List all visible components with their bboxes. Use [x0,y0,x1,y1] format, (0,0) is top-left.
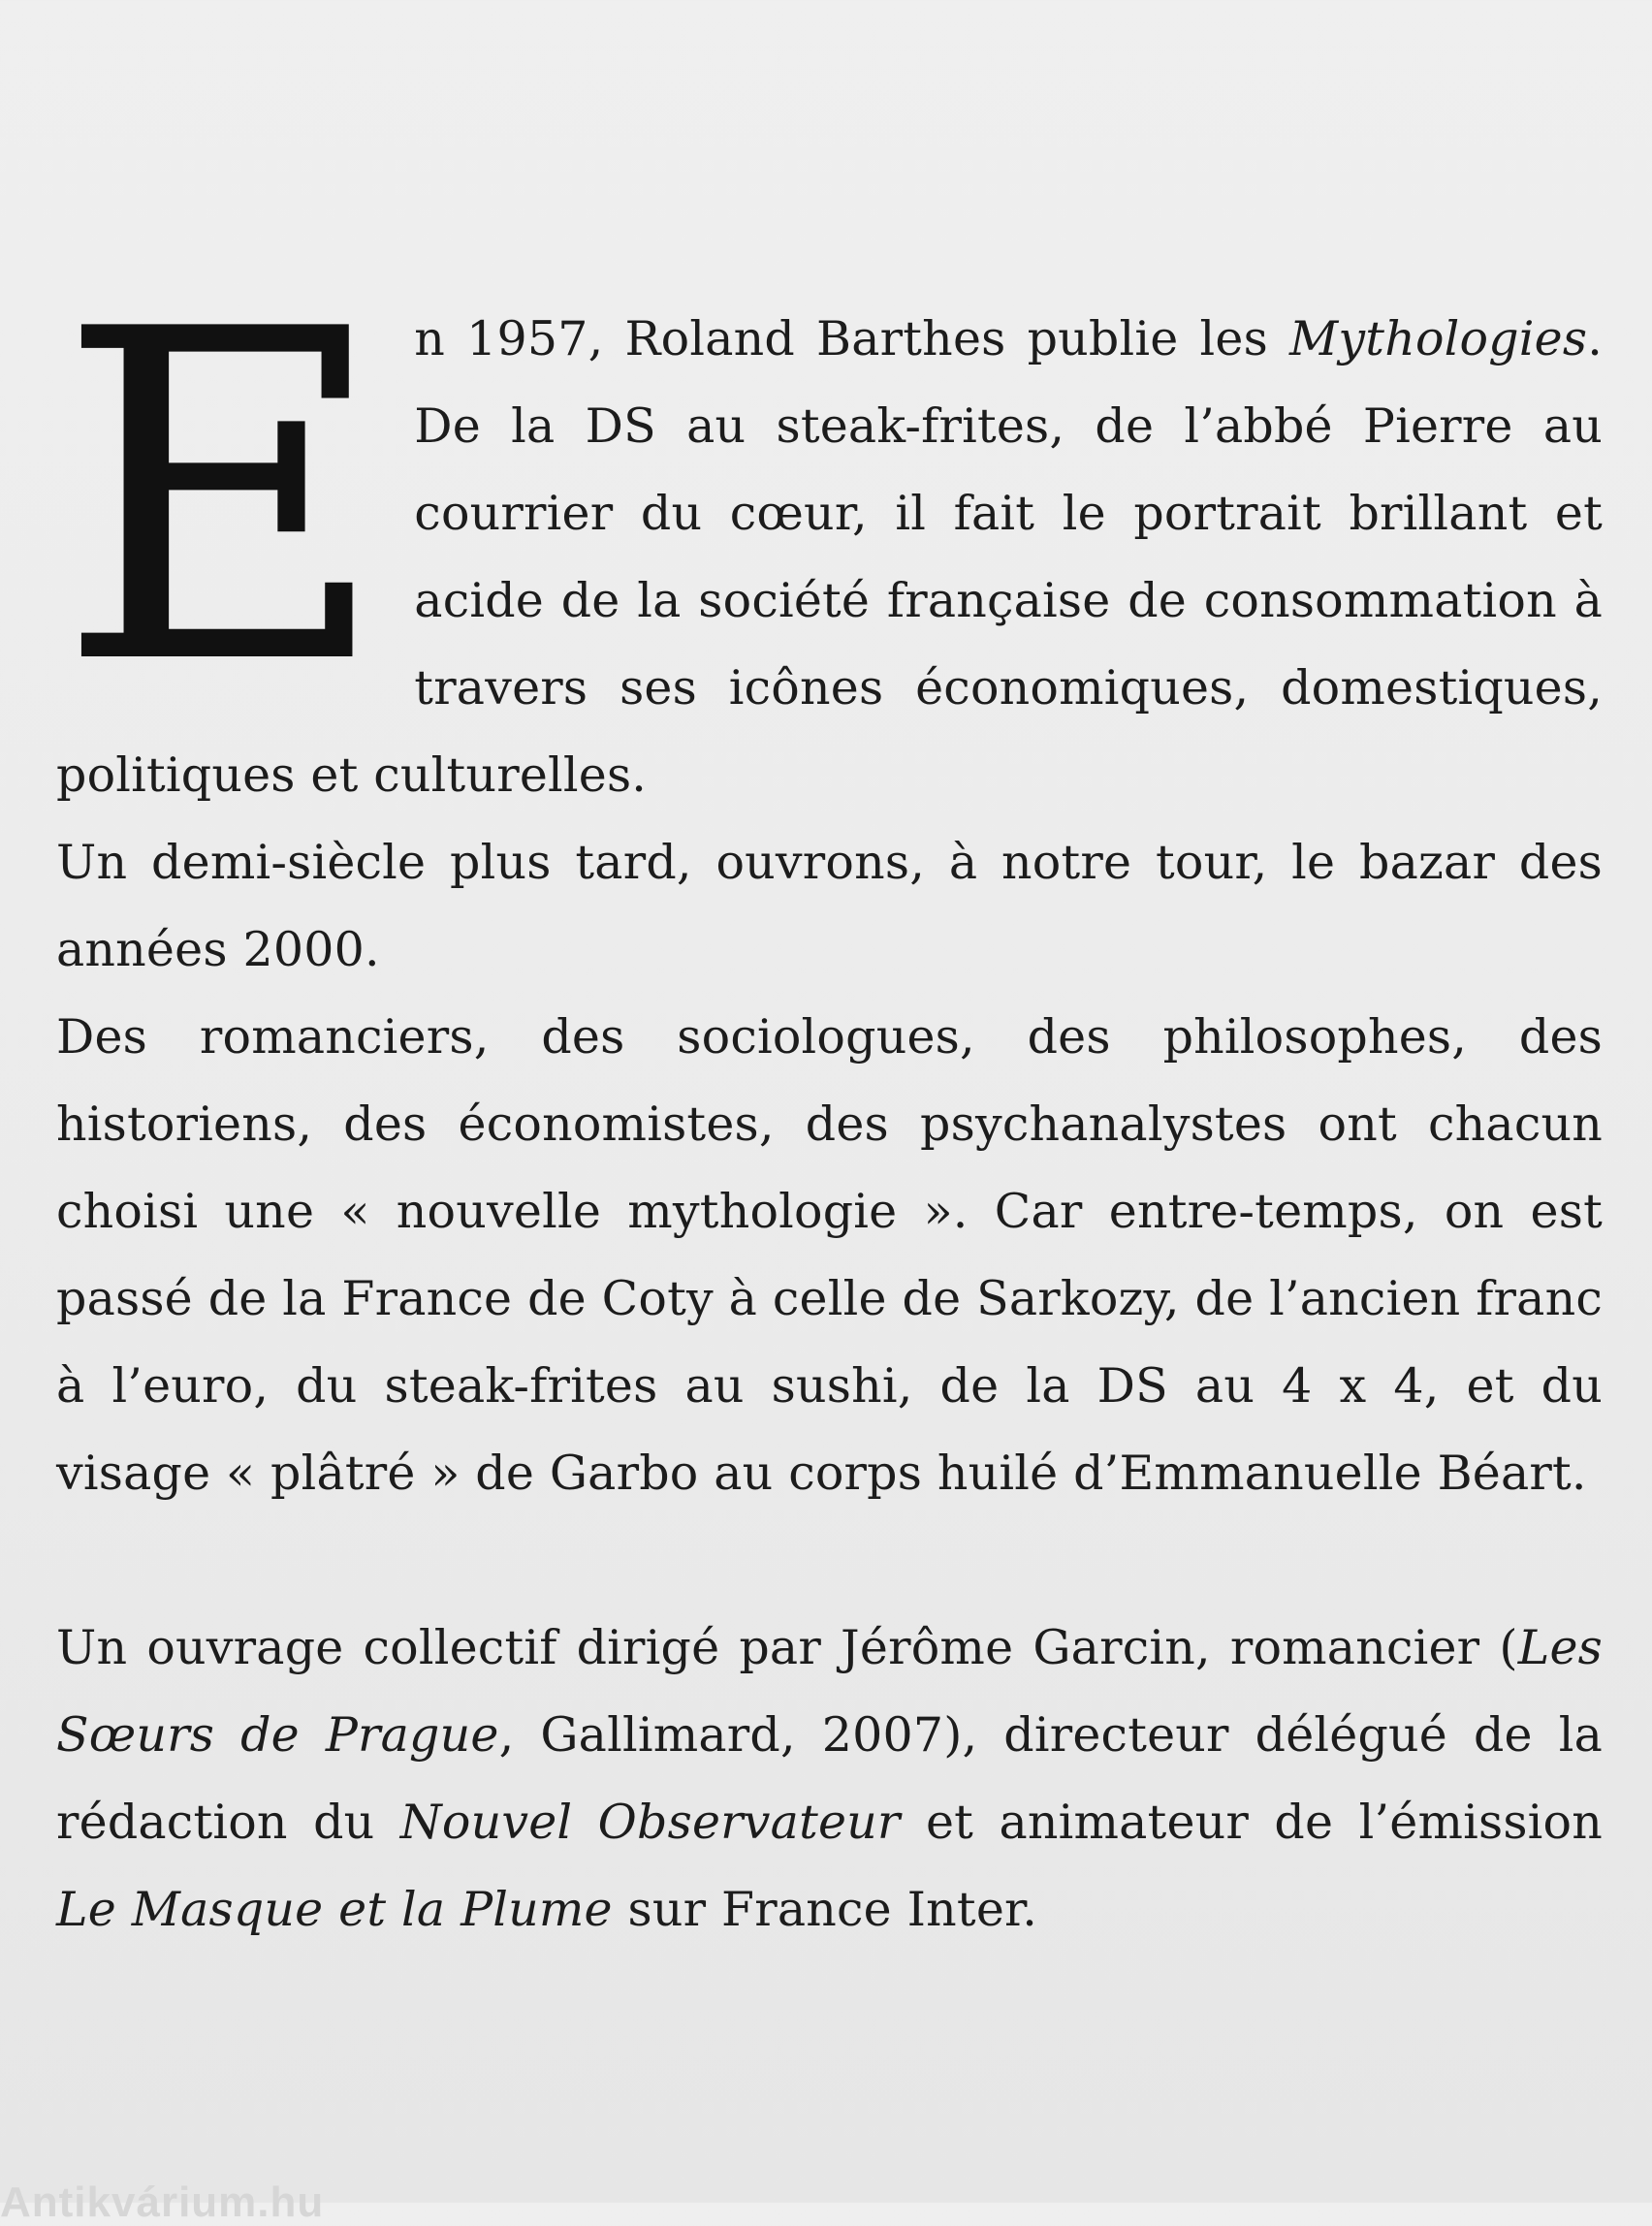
drop-cap: E [56,234,390,764]
watermark: Antikvárium.hu [0,2178,325,2226]
title-mythologies: Mythologies [1289,311,1588,366]
paragraph-spacer [56,1517,1603,1605]
title-nouvel-observateur: Nouvel Observateur [399,1795,901,1850]
credit-text: Un ouvrage collectif dirigé par Jérôme Garcin, romancier ( [56,1620,1518,1675]
intro-paragraph [56,234,1603,819]
second-paragraph: Un demi-siècle plus tard, ouvrons, à notre tour, le bazar des années 2000. [56,835,1603,977]
back-cover-text [56,234,1604,1954]
intro-text: n 1957, Roland Barthes publie les [414,311,1290,366]
credit-text-2: , Gallimard, 2007), directeur délégué de la rédaction du [56,1707,1603,1850]
blurb [56,234,1604,1954]
credit-paragraph [56,1605,1603,1954]
title-masque-et-plume: Le Masque et la Plume [56,1882,613,1937]
intro-text-continued: . De la DS au steak-frites, de l’abbé Pierre au courrier du cœur, il fait le portrait brillant et acide de la société française de consommation à travers ses icônes économiques, domestiques, politiques et culturelles. [56,311,1603,803]
credit-text-4: sur France Inter. [612,1882,1038,1937]
title-soeurs-de-prague: Les Sœurs de Prague [56,1620,1603,1763]
credit-text-3: et animateur de l’émission [900,1795,1604,1850]
third-paragraph: Des romanciers, des sociologues, des philosophes, des historiens, des économistes, des psychanalystes ont chacun choisi une « nouvelle mythologie ». Car entre-temps, on est passé de la France de Coty à celle de Sarkozy, de l’ancien franc à l’euro, du steak-frites au sushi, de la DS au 4 x 4, et du visage « plâtré » de Garbo au corps huilé d’Emmanuelle Béart. [56,1009,1603,1501]
